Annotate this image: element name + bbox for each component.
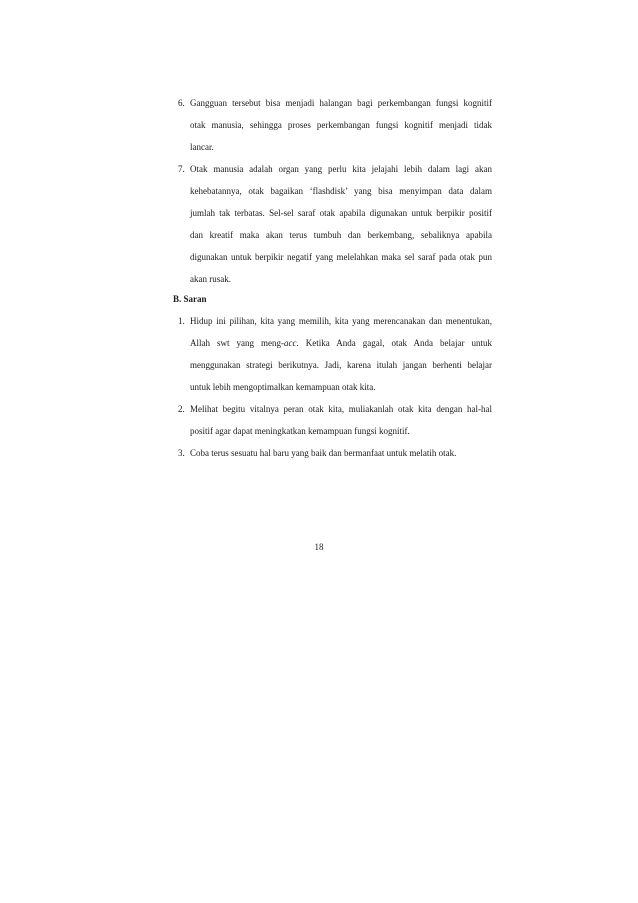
italic-term: acc bbox=[284, 338, 297, 348]
list-item-line: lancar. bbox=[190, 142, 214, 152]
list-item-line: Gangguan tersebut bisa menjadi halangan bagi perkembangan fungsi kognitif bbox=[190, 98, 492, 108]
list-item-line: dan kreatif maka akan terus tumbuh dan berkembang, sebaliknya apabila bbox=[190, 230, 492, 240]
list-item-line-mixed bbox=[190, 337, 492, 349]
list-item-line: kehebatannya, otak bagaikan ‘flashdisk’ yang bisa menyimpan data dalam bbox=[190, 186, 492, 196]
section-heading: B. Saran bbox=[173, 294, 207, 304]
list-item-line: untuk lebih mengoptimalkan kemampuan otak kita. bbox=[190, 382, 376, 392]
list-number: 6. bbox=[178, 98, 185, 108]
list-number: 7. bbox=[178, 164, 185, 174]
list-item-line: jumlah tak terbatas. Sel-sel saraf otak apabila digunakan untuk berpikir positif bbox=[190, 208, 492, 218]
list-number: 2. bbox=[178, 404, 185, 414]
list-item-line: Melihat begitu vitalnya peran otak kita, muliakanlah otak kita dengan hal-hal bbox=[190, 404, 492, 414]
list-item-line: Coba terus sesuatu hal baru yang baik dan bermanfaat untuk melatih otak. bbox=[190, 448, 457, 458]
list-item-line: akan rusak. bbox=[190, 274, 231, 284]
list-item-line: menggunakan strategi berikutnya. Jadi, karena itulah jangan berhenti belajar bbox=[190, 360, 492, 370]
list-item-line: digunakan untuk berpikir negatif yang melelahkan maka sel saraf pada otak pun bbox=[190, 252, 492, 262]
text-segment: Allah swt yang meng- bbox=[190, 338, 285, 348]
list-item-line: otak manusia, sehingga proses perkembangan fungsi kognitif menjadi tidak bbox=[190, 120, 492, 130]
list-item-line: positif agar dapat meningkatkan kemampuan fungsi kognitif. bbox=[190, 426, 410, 436]
page-number: 18 bbox=[314, 542, 324, 552]
text-segment: . Ketika Anda gagal, otak Anda belajar untuk bbox=[296, 338, 493, 348]
list-item-line: Otak manusia adalah organ yang perlu kita jelajahi lebih dalam lagi akan bbox=[190, 164, 492, 174]
list-number: 3. bbox=[178, 448, 185, 458]
list-item-line: Hidup ini pilihan, kita yang memilih, kita yang merencanakan dan menentukan, bbox=[190, 316, 492, 326]
list-number: 1. bbox=[178, 316, 185, 326]
